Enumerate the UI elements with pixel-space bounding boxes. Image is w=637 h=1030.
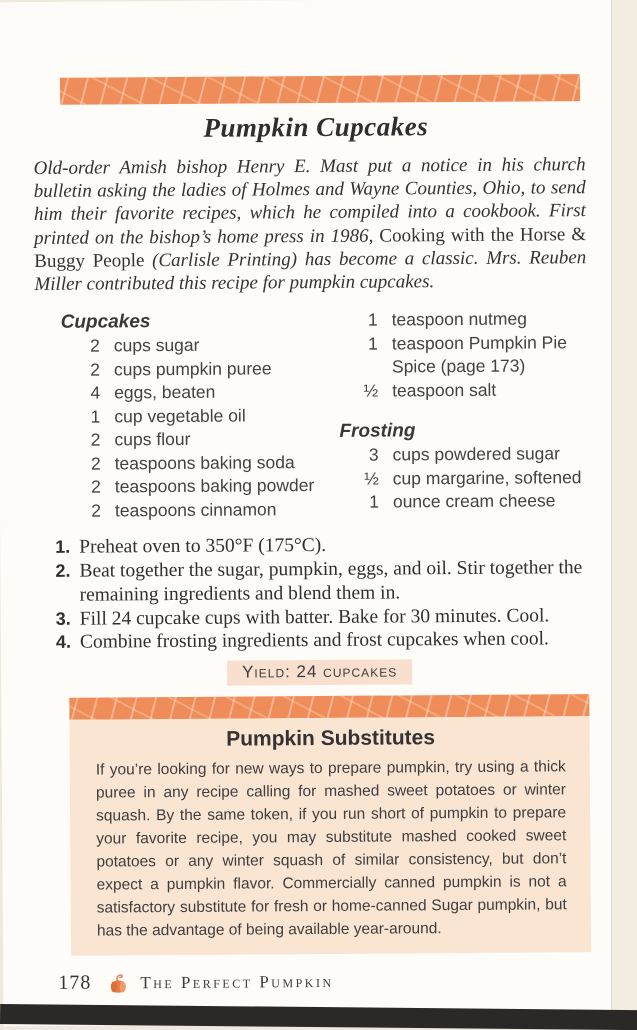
- step-text: Preheat oven to 350°F (175°C).: [79, 535, 327, 558]
- ingredient-quantity: 2: [91, 476, 101, 497]
- sidebar-box: [69, 694, 591, 956]
- ingredient-name: eggs, beaten: [114, 381, 216, 403]
- ingredients-column-right: [339, 307, 592, 521]
- ingredient-row: [62, 498, 340, 523]
- decorative-band-top: [60, 74, 580, 105]
- intro-segment: (Carlisle Printing) has become a classic. Mrs. Reuben Miller contributed this recipe for pumpkin cupcakes.: [34, 246, 587, 295]
- ingredient-quantity: 3: [368, 444, 379, 465]
- intro-segment: Cooking with the Horse & Buggy People: [34, 223, 587, 272]
- intro-segment: Old-order Amish bishop Henry E. Mast put a notice in his church bulletin asking the ladies of Holmes and Wayne Counties, Ohio, to send him their favorite recipes, which he compiled into a cookbook. First printed on the bishop’s home press in 1986,: [33, 154, 586, 249]
- ingredient-row: [339, 378, 591, 403]
- sidebar-box-text: If you’re looking for new ways to prepare pumpkin, try using a thick puree in any recipe calling for mashed sweet potatoes or winter squash. By the same token, if you run short of pumpkin to prepare your favorite recipe, you may substitute mashed cooked sweet potatoes or any winter squash of similar consistency, but don’t expect a pumpkin flavor. Commercially canned pumpkin is not a satisfactory substitute for fresh or home-canned Sugar pumpkin, but has the advantage of being available year-around.: [95, 758, 567, 940]
- ingredient-name: cups sugar: [113, 335, 200, 356]
- sidebar-box-title: Pumpkin Substitutes: [226, 726, 436, 751]
- ingredient-name: teaspoons baking powder: [114, 475, 315, 497]
- ingredient-name: teaspoon salt: [392, 379, 497, 401]
- sidebar-box-body: [69, 716, 591, 956]
- ingredient-group-heading: Cupcakes: [60, 311, 151, 334]
- ingredient-quantity: 1: [90, 406, 101, 427]
- ingredients-section: [61, 307, 592, 523]
- step-number: 4.: [55, 632, 71, 653]
- ingredient-row: [340, 442, 592, 467]
- yield-row: [1, 658, 637, 687]
- ingredient-quantity: 1: [369, 491, 380, 512]
- step-number: 3.: [55, 608, 71, 629]
- ingredient-quantity: 2: [90, 335, 100, 356]
- ingredient-quantity: 2: [91, 500, 102, 521]
- ingredient-quantity: 2: [90, 429, 101, 450]
- ingredient-row: [61, 427, 339, 452]
- recipe-intro: [34, 153, 587, 296]
- ingredient-quantity: 4: [90, 382, 101, 403]
- ingredient-row: [61, 380, 339, 405]
- ingredient-quantity: ½: [364, 468, 379, 489]
- ingredient-row: [62, 451, 340, 476]
- step-text: Beat together the sugar, pumpkin, eggs, and oil. Stir together the remaining ingredients and blend them in.: [79, 557, 583, 606]
- ingredient-row: [340, 466, 592, 491]
- page-number: 178: [58, 971, 92, 995]
- step-number: 1.: [55, 536, 71, 558]
- ingredient-group-heading: Frosting: [339, 420, 416, 443]
- ingredient-name: cup margarine, softened: [392, 466, 582, 489]
- ingredient-name: teaspoon Pumpkin Pie Spice (page 173): [391, 331, 568, 377]
- ingredient-row: [339, 307, 591, 332]
- ingredient-name: teaspoons cinnamon: [114, 499, 277, 521]
- ingredient-name: teaspoon nutmeg: [391, 308, 527, 330]
- ingredient-quantity: 1: [367, 309, 378, 330]
- ingredient-row: [62, 474, 340, 499]
- ingredient-row: [61, 404, 339, 429]
- ingredient-quantity: 2: [90, 453, 101, 474]
- ingredient-row: [61, 357, 339, 382]
- ingredient-quantity: 2: [90, 359, 101, 380]
- book-title: The Perfect Pumpkin: [140, 971, 334, 992]
- ingredient-name: cups powdered sugar: [392, 443, 560, 465]
- ingredient-name: cups pumpkin puree: [113, 358, 272, 380]
- ingredient-row: [340, 489, 592, 514]
- ingredient-name: ounce cream cheese: [392, 490, 556, 512]
- pumpkin-icon: [107, 973, 129, 993]
- scan-backing-right: [611, 0, 637, 1024]
- step-text: Fill 24 cupcake cups with batter. Bake for 30 minutes. Cool.: [79, 605, 550, 630]
- ingredient-name: cup vegetable oil: [114, 405, 246, 427]
- ingredient-quantity: 1: [368, 333, 378, 354]
- ingredient-row: [61, 333, 339, 358]
- instruction-step: [55, 556, 597, 607]
- ingredient-name: cups flour: [114, 429, 191, 450]
- ingredients-column-left: [61, 309, 340, 523]
- ingredient-name: teaspoons baking soda: [114, 451, 295, 474]
- yield-badge: Yield: 24 cupcakes: [227, 660, 412, 686]
- step-number: 2.: [55, 560, 71, 581]
- step-text: Combine frosting ingredients and frost cupcakes when cool.: [79, 628, 549, 654]
- ingredient-quantity: ½: [363, 380, 379, 401]
- ingredient-row: [339, 331, 591, 380]
- recipe-title: Pumpkin Cupcakes: [203, 111, 429, 143]
- instruction-step: [56, 627, 598, 655]
- page-footer: [58, 968, 637, 995]
- instructions-list: [55, 532, 598, 655]
